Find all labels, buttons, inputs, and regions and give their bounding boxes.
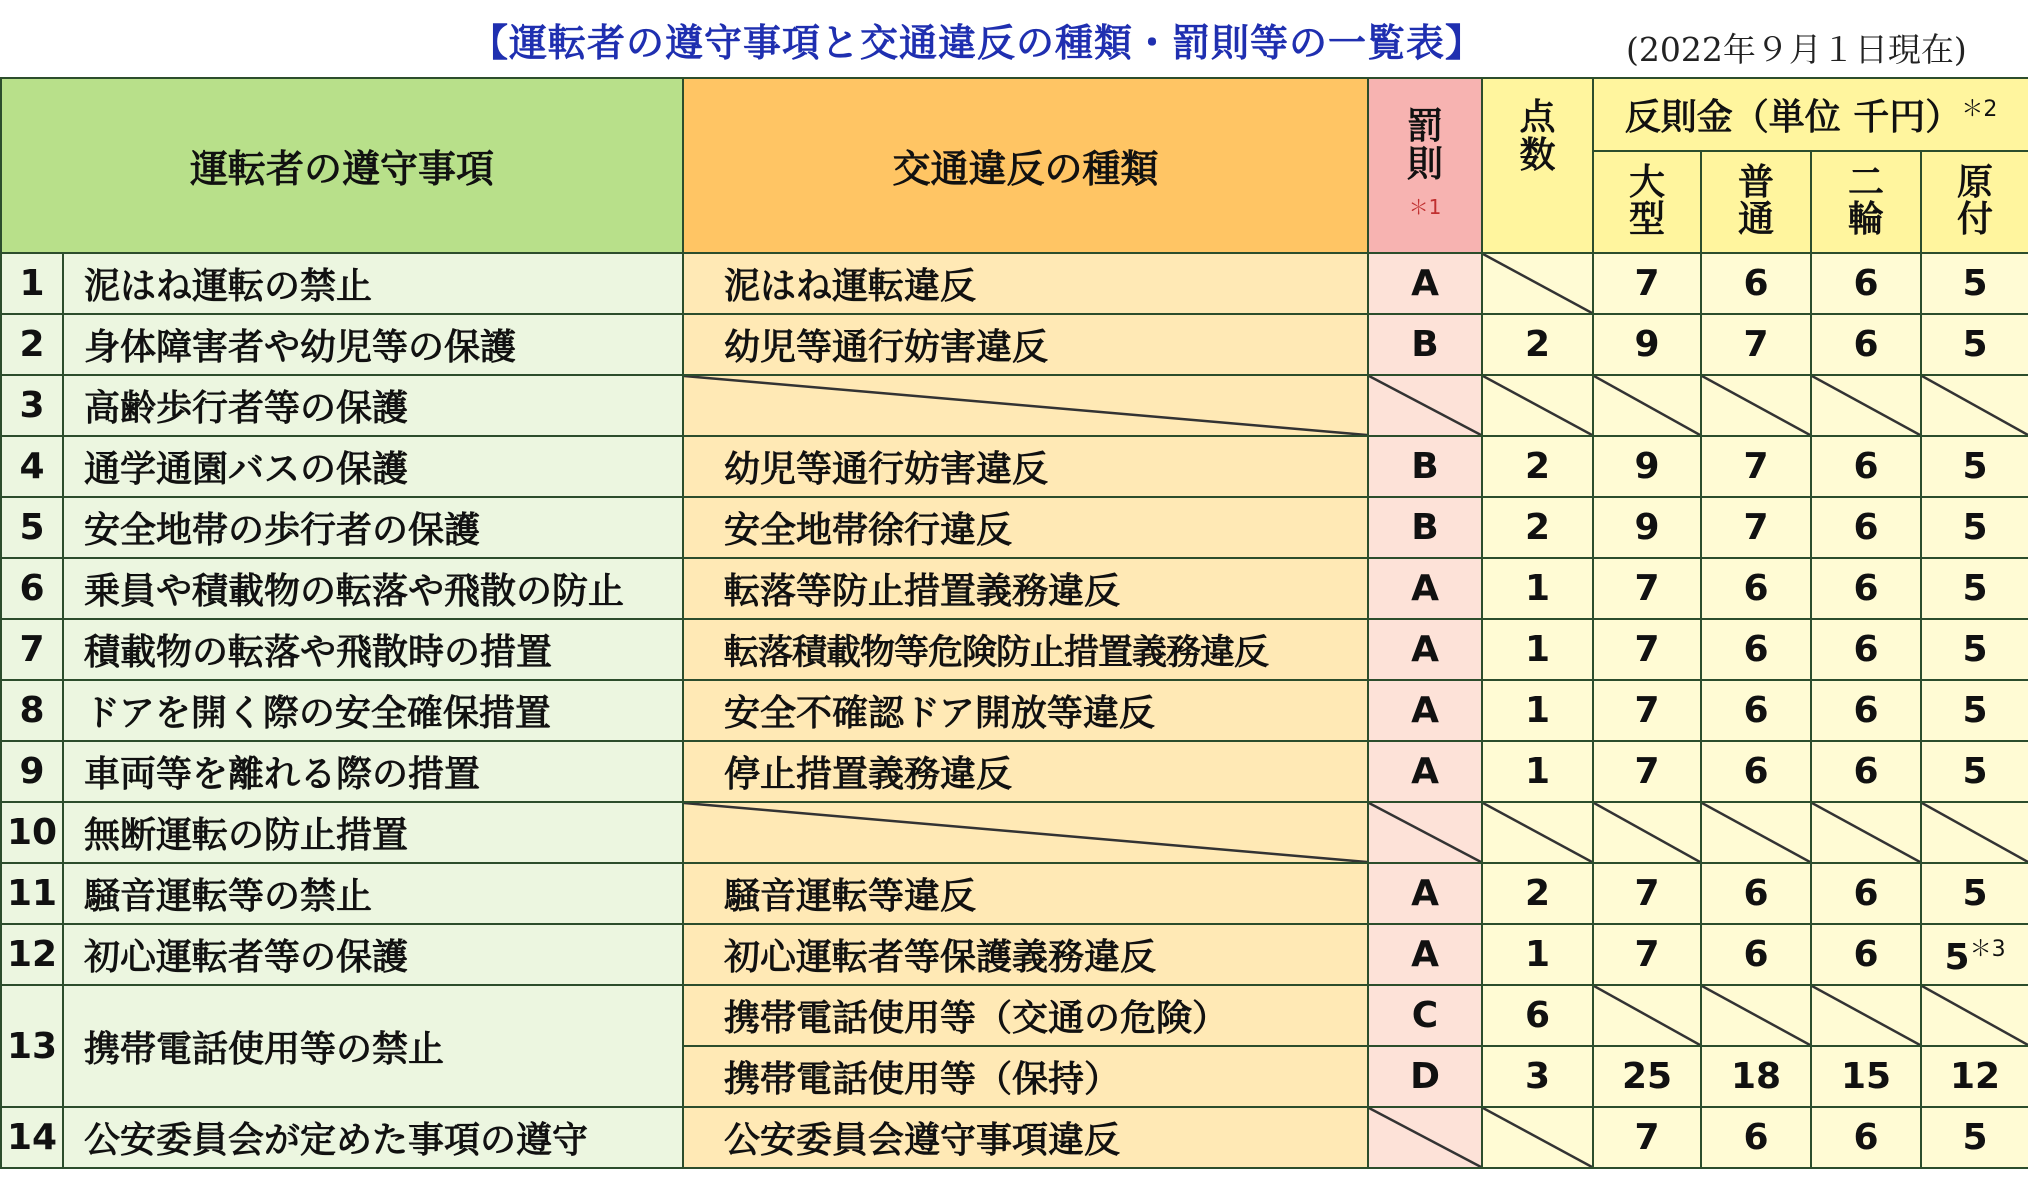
row-number: 12 <box>1 924 63 985</box>
fine-large: 9 <box>1593 497 1701 558</box>
row-item: 無断運転の防止措置 <box>63 802 683 863</box>
row-points: 1 <box>1482 741 1593 802</box>
row-penalty: B <box>1368 436 1482 497</box>
table-row <box>1 497 2028 558</box>
header-item: 運転者の遵守事項 <box>1 78 683 253</box>
fine-twowheel-na <box>1811 802 1921 863</box>
fine-ordinary: 7 <box>1701 314 1811 375</box>
table-row <box>1 253 2028 314</box>
fine-moped: $5^{*3}$ <box>1921 924 2028 985</box>
row-points-na <box>1482 253 1593 314</box>
fine-ordinary: 18 <box>1701 1046 1811 1107</box>
row-points: 2 <box>1482 497 1593 558</box>
fine-large: 7 <box>1593 619 1701 680</box>
row-violation-na <box>683 802 1368 863</box>
fine-large: 9 <box>1593 436 1701 497</box>
fine-ordinary: 6 <box>1701 619 1811 680</box>
row-points-na <box>1482 375 1593 436</box>
fine-ordinary: 6 <box>1701 863 1811 924</box>
row-penalty: A <box>1368 741 1482 802</box>
row-penalty-na <box>1368 802 1482 863</box>
header-violation: 交通違反の種類 <box>683 78 1368 253</box>
fine-ordinary-na <box>1701 985 1811 1046</box>
row-item: 積載物の転落や飛散時の措置 <box>63 619 683 680</box>
row-points: 6 <box>1482 985 1593 1046</box>
table-row <box>1 863 2028 924</box>
row-number: 6 <box>1 558 63 619</box>
row-item: 乗員や積載物の転落や飛散の防止 <box>63 558 683 619</box>
fine-twowheel-na <box>1811 375 1921 436</box>
row-violation: 転落等防止措置義務違反 <box>683 558 1368 619</box>
row-violation-na <box>683 375 1368 436</box>
fine-large: 9 <box>1593 314 1701 375</box>
row-violation: 安全地帯徐行違反 <box>683 497 1368 558</box>
row-violation: 泥はね運転違反 <box>683 253 1368 314</box>
row-penalty: B <box>1368 314 1482 375</box>
table-row <box>1 436 2028 497</box>
table-row <box>1 680 2028 741</box>
row-violation: 安全不確認ドア開放等違反 <box>683 680 1368 741</box>
fine-twowheel: 6 <box>1811 924 1921 985</box>
fine-twowheel: 15 <box>1811 1046 1921 1107</box>
row-item: 公安委員会が定めた事項の遵守 <box>63 1107 683 1168</box>
fine-ordinary: 6 <box>1701 253 1811 314</box>
row-number: 10 <box>1 802 63 863</box>
fine-ordinary: 6 <box>1701 924 1811 985</box>
header-fine-large: 大 型 <box>1593 151 1701 253</box>
table-row <box>1 619 2028 680</box>
row-item: 泥はね運転の禁止 <box>63 253 683 314</box>
row-number: 5 <box>1 497 63 558</box>
table-row <box>1 558 2028 619</box>
row-item: 車両等を離れる際の措置 <box>63 741 683 802</box>
table-row <box>1 924 2028 985</box>
header-fine-moped: 原 付 <box>1921 151 2028 253</box>
fine-moped: 5 <box>1921 314 2028 375</box>
fine-twowheel: 6 <box>1811 314 1921 375</box>
fine-ordinary: 7 <box>1701 436 1811 497</box>
row-points-na <box>1482 802 1593 863</box>
row-penalty: C <box>1368 985 1482 1046</box>
fine-moped: 5 <box>1921 1107 2028 1168</box>
fine-moped-na <box>1921 802 2028 863</box>
fine-large: 7 <box>1593 741 1701 802</box>
row-penalty: B <box>1368 497 1482 558</box>
row-item: 初心運転者等の保護 <box>63 924 683 985</box>
fine-ordinary: 7 <box>1701 497 1811 558</box>
row-item: 高齢歩行者等の保護 <box>63 375 683 436</box>
fine-large-na <box>1593 985 1701 1046</box>
fine-moped: 5 <box>1921 619 2028 680</box>
row-item: ドアを開く際の安全確保措置 <box>63 680 683 741</box>
fine-large: 25 <box>1593 1046 1701 1107</box>
fine-twowheel: 6 <box>1811 741 1921 802</box>
header-penalty: 罰 則 ＊1 <box>1368 78 1482 253</box>
fine-twowheel: 6 <box>1811 680 1921 741</box>
fine-ordinary: 6 <box>1701 741 1811 802</box>
row-points: 2 <box>1482 863 1593 924</box>
fine-moped: 5 <box>1921 741 2028 802</box>
row-violation: 転落積載物等危険防止措置義務違反 <box>683 619 1368 680</box>
row-violation: 停止措置義務違反 <box>683 741 1368 802</box>
row-number: 14 <box>1 1107 63 1168</box>
row-violation: 携帯電話使用等（交通の危険） <box>683 985 1368 1046</box>
table-row <box>1 375 2028 436</box>
fine-moped: 5 <box>1921 436 2028 497</box>
fine-twowheel: 6 <box>1811 558 1921 619</box>
fine-moped: 5 <box>1921 253 2028 314</box>
table-title: 【運転者の遵守事項と交通違反の種類・罰則等の一覧表】 <box>470 21 1485 65</box>
row-points: 1 <box>1482 558 1593 619</box>
header-fine-ordinary: 普 通 <box>1701 151 1811 253</box>
row-number: 3 <box>1 375 63 436</box>
row-violation: 幼児等通行妨害違反 <box>683 436 1368 497</box>
fine-moped: 5 <box>1921 497 2028 558</box>
fine-twowheel: 6 <box>1811 619 1921 680</box>
row-penalty-na <box>1368 1107 1482 1168</box>
fine-ordinary: 6 <box>1701 680 1811 741</box>
fine-twowheel: 6 <box>1811 1107 1921 1168</box>
table-row <box>1 802 2028 863</box>
fine-moped-na <box>1921 375 2028 436</box>
row-violation: 携帯電話使用等（保持） <box>683 1046 1368 1107</box>
header-points: 点 数 <box>1482 78 1593 253</box>
row-violation: 初心運転者等保護義務違反 <box>683 924 1368 985</box>
fine-moped-na <box>1921 985 2028 1046</box>
table-row <box>1 741 2028 802</box>
fine-moped: 12 <box>1921 1046 2028 1107</box>
row-penalty: A <box>1368 253 1482 314</box>
fine-ordinary-na <box>1701 802 1811 863</box>
row-points: 2 <box>1482 436 1593 497</box>
table-row <box>1 314 2028 375</box>
fine-large: 7 <box>1593 1107 1701 1168</box>
fine-note-3: ＊3 <box>1969 936 2006 962</box>
fine-moped: 5 <box>1921 680 2028 741</box>
row-item: 通学通園バスの保護 <box>63 436 683 497</box>
fine-moped: 5 <box>1921 558 2028 619</box>
row-number: 8 <box>1 680 63 741</box>
row-item: 携帯電話使用等の禁止 <box>63 985 683 1107</box>
fine-large: 7 <box>1593 680 1701 741</box>
fine-twowheel: 6 <box>1811 253 1921 314</box>
row-item: 安全地帯の歩行者の保護 <box>63 497 683 558</box>
header-fine-twowheel: 二 輪 <box>1811 151 1921 253</box>
row-violation: 幼児等通行妨害違反 <box>683 314 1368 375</box>
row-points: 1 <box>1482 924 1593 985</box>
row-number: 4 <box>1 436 63 497</box>
row-number: 7 <box>1 619 63 680</box>
row-violation: 公安委員会遵守事項違反 <box>683 1107 1368 1168</box>
row-penalty: D <box>1368 1046 1482 1107</box>
fine-twowheel: 6 <box>1811 863 1921 924</box>
fine-moped: 5 <box>1921 863 2028 924</box>
fine-large: 7 <box>1593 863 1701 924</box>
row-points: 2 <box>1482 314 1593 375</box>
row-penalty: A <box>1368 680 1482 741</box>
fine-large: 7 <box>1593 558 1701 619</box>
row-item: 騒音運転等の禁止 <box>63 863 683 924</box>
row-number: 13 <box>1 985 63 1107</box>
fine-large-na <box>1593 375 1701 436</box>
row-points: 1 <box>1482 680 1593 741</box>
fine-ordinary: 6 <box>1701 1107 1811 1168</box>
fine-twowheel-na <box>1811 985 1921 1046</box>
table-row <box>1 985 2028 1046</box>
row-penalty-na <box>1368 375 1482 436</box>
row-penalty: A <box>1368 924 1482 985</box>
row-number: 2 <box>1 314 63 375</box>
fine-large-na <box>1593 802 1701 863</box>
fine-large: 7 <box>1593 253 1701 314</box>
row-points: 1 <box>1482 619 1593 680</box>
row-penalty: A <box>1368 863 1482 924</box>
row-item: 身体障害者や幼児等の保護 <box>63 314 683 375</box>
row-penalty: A <box>1368 619 1482 680</box>
row-number: 1 <box>1 253 63 314</box>
row-points: 3 <box>1482 1046 1593 1107</box>
fine-large: 7 <box>1593 924 1701 985</box>
row-number: 11 <box>1 863 63 924</box>
row-penalty: A <box>1368 558 1482 619</box>
row-number: 9 <box>1 741 63 802</box>
fine-twowheel: 6 <box>1811 436 1921 497</box>
row-points-na <box>1482 1107 1593 1168</box>
date-note: (2022年９月１日現在) <box>1626 30 1967 69</box>
rules-table <box>0 77 2028 1169</box>
row-violation: 騒音運転等違反 <box>683 863 1368 924</box>
fine-ordinary-na <box>1701 375 1811 436</box>
fine-ordinary: 6 <box>1701 558 1811 619</box>
fine-twowheel: 6 <box>1811 497 1921 558</box>
header-fine-group: 反則金（単位 千円）$^{*2}$ <box>1593 78 2028 151</box>
table-row <box>1 1107 2028 1168</box>
